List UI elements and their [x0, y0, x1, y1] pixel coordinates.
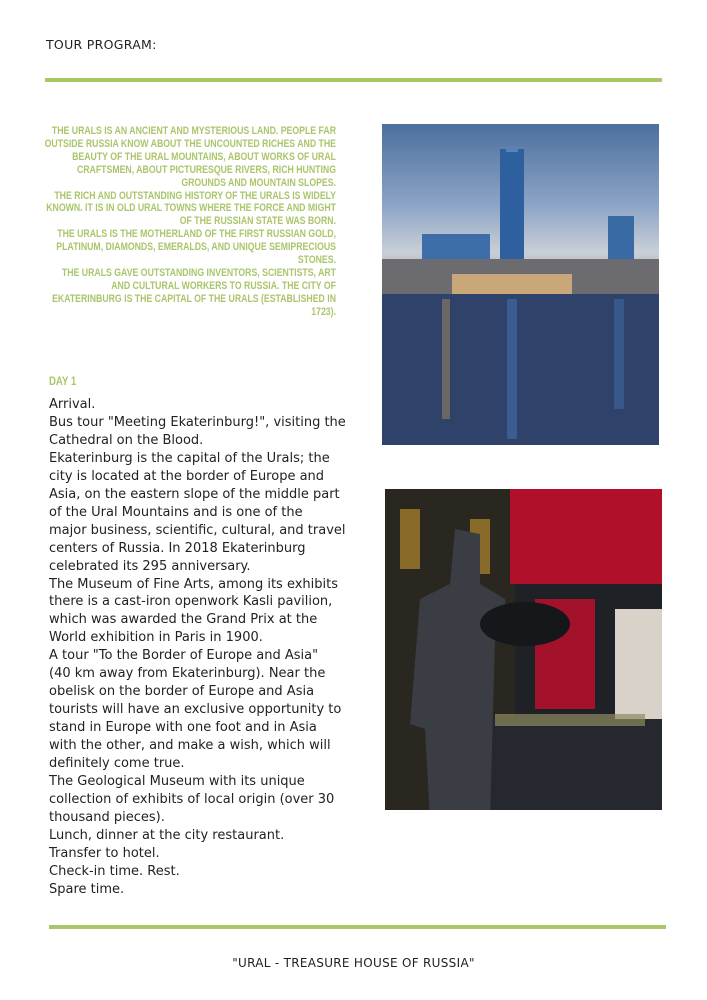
text-line: tourists will have an exclusive opportunity to [49, 702, 342, 718]
text-line: Transfer to hotel. [49, 845, 160, 861]
text-line: Arrival. [49, 397, 96, 412]
day-description [49, 396, 349, 899]
text-line: there is a cast-iron openwork Kasli pavilion, [49, 594, 333, 610]
text-line: of the Ural Mountains and is one of the [49, 504, 303, 520]
text-line: THE RICH AND OUTSTANDING HISTORY OF THE URALS IS WIDELY [54, 189, 336, 202]
text-line: obelisk on the border of Europe and Asia [49, 684, 315, 700]
text-line: CRAFTSMEN, ABOUT PICTURESQUE RIVERS, RICH HUNTING [76, 163, 336, 176]
ekaterinburg-skyline-photo [382, 124, 659, 445]
text-line: centers of Russia. In 2018 Ekaterinburg [49, 540, 306, 556]
text-line: stand in Europe with one foot and in Asia [49, 720, 317, 736]
text-line: Cathedral on the Blood. [49, 432, 204, 448]
text-line: The Museum of Fine Arts, among its exhibits [49, 576, 338, 592]
text-line: EKATERINBURG IS THE CAPITAL OF THE URALS (ESTABLISHED IN [52, 292, 337, 305]
text-line: 1723). [311, 305, 336, 318]
text-line: OF THE RUSSIAN STATE WAS BORN. [179, 215, 336, 228]
text-line: collection of exhibits of local origin (over 30 [49, 791, 335, 807]
footer-slogan: "URAL - TREASURE HOUSE OF RUSSIA" [232, 956, 475, 970]
text-line: Asia, on the eastern slope of the middle part [49, 486, 340, 502]
text-line: city is located at the border of Europe and [49, 468, 325, 484]
text-line: World exhibition in Paris in 1900. [49, 630, 263, 646]
text-line: PLATINUM, DIAMONDS, EMERALDS, AND UNIQUE SEMIPRECIOUS [56, 241, 337, 254]
text-line: Spare time. [49, 881, 125, 897]
text-line: AND CULTURAL WORKERS TO RUSSIA. THE CITY OF [111, 279, 336, 292]
text-line: Ekaterinburg is the capital of the Urals; the [49, 450, 330, 466]
text-line: THE URALS GAVE OUTSTANDING INVENTORS, SCIENTISTS, ART [61, 266, 336, 279]
text-line: THE URALS IS THE MOTHERLAND OF THE FIRST RUSSIAN GOLD, [57, 228, 336, 241]
text-line: STONES. [297, 254, 336, 267]
text-line: OUTSIDE RUSSIA KNOW ABOUT THE UNCOUNTED RICHES AND THE [44, 137, 336, 150]
text-line: thousand pieces). [49, 809, 165, 825]
text-line: Lunch, dinner at the city restaurant. [49, 827, 285, 843]
top-divider [45, 78, 662, 82]
bottom-divider [49, 925, 666, 929]
intro-text [0, 125, 336, 319]
text-line: BEAUTY OF THE URAL MOUNTAINS, ABOUT WORKS OF URAL [72, 150, 336, 163]
text-line: GROUNDS AND MOUNTAIN SLOPES. [181, 176, 336, 189]
text-line: definitely come true. [49, 756, 185, 772]
page-header: TOUR PROGRAM: [46, 37, 157, 52]
text-line: The Geological Museum with its unique [49, 774, 305, 790]
text-line: KNOWN. IT IS IN OLD URAL TOWNS WHERE THE FORCE AND MIGHT [46, 202, 336, 215]
text-line: major business, scientific, cultural, and travel [49, 522, 346, 538]
text-line: Bus tour "Meeting Ekaterinburg!", visiting the [49, 414, 346, 430]
text-line: which was awarded the Grand Prix at the [49, 612, 318, 628]
text-line: THE URALS IS AN ANCIENT AND MYSTERIOUS LAND. PEOPLE FAR [51, 125, 336, 137]
kasli-pavilion-statue-photo [385, 489, 662, 810]
day-title: DAY 1 [49, 374, 77, 388]
text-line: with the other, and make a wish, which will [49, 738, 331, 754]
text-line: A tour "To the Border of Europe and Asia" [49, 648, 319, 664]
text-line: Check-in time. Rest. [49, 863, 180, 879]
text-line: celebrated its 295 anniversary. [49, 558, 251, 574]
text-line: (40 km away from Ekaterinburg). Near the [49, 666, 326, 682]
